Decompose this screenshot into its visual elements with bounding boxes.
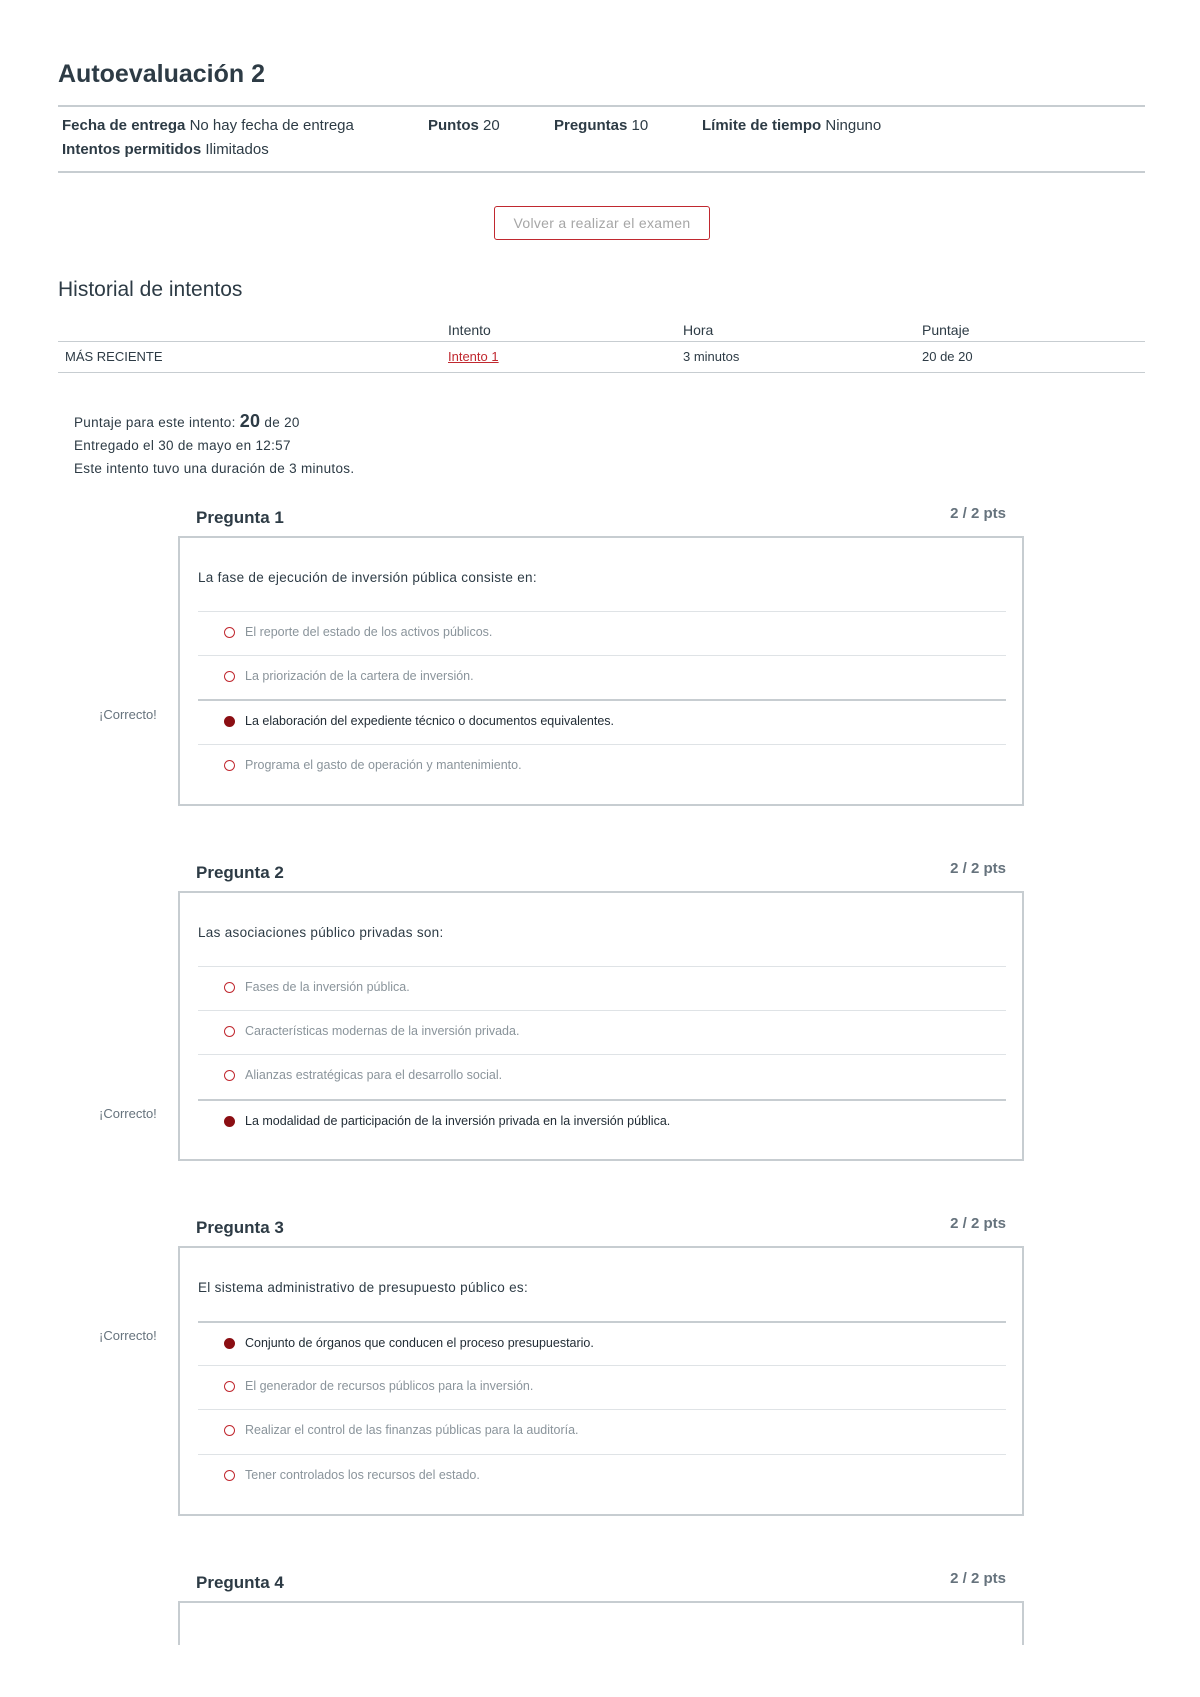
question-points: 2 / 2 pts [950,1215,1006,1232]
question-points: 2 / 2 pts [950,860,1006,877]
retake-quiz-button[interactable]: Volver a realizar el examen [494,206,710,240]
row-label: MÁS RECIENTE [65,349,163,364]
radio-icon [224,982,235,993]
answer-option[interactable]: La priorización de la cartera de inversión. [198,655,1006,700]
radio-icon [224,760,235,771]
submitted-line: Entregado el 30 de mayo en 12:57 [74,438,291,453]
question-box [178,1246,1024,1516]
column-header-score: Puntaje [922,322,970,338]
radio-selected-icon [224,1116,235,1127]
time-limit: Límite de tiempo Ninguno [702,117,882,134]
radio-icon [224,1070,235,1081]
answer-option[interactable]: El generador de recursos públicos para la inversión. [198,1365,1006,1410]
answer-option[interactable]: El reporte del estado de los activos públicos. [198,611,1006,656]
question-title: Pregunta 1 [196,508,284,527]
history-title: Historial de intentos [58,278,243,301]
attempt-link[interactable]: Intento 1 [448,349,499,364]
attempt-time: 3 minutos [683,349,740,364]
question-box [178,536,1024,806]
radio-icon [224,1381,235,1392]
radio-icon [224,1470,235,1481]
correct-flag: ¡Correcto! [99,1328,157,1343]
attempt-score: 20 de 20 [922,349,973,364]
correct-flag: ¡Correcto! [99,1106,157,1121]
answer-option-selected[interactable]: La elaboración del expediente técnico o documentos equivalentes. [198,699,1006,745]
question-box [178,1601,1024,1645]
divider [58,105,1145,107]
duration-line: Este intento tuvo una duración de 3 minutos. [74,461,355,476]
radio-icon [224,1425,235,1436]
question-text: La fase de ejecución de inversión pública consiste en: [198,570,537,585]
answer-option[interactable]: Tener controlados los recursos del estado. [198,1454,1006,1499]
answer-option[interactable]: Programa el gasto de operación y mantenimiento. [198,744,1006,789]
answer-option-selected[interactable]: Conjunto de órganos que conducen el proceso presupuestario. [198,1321,1006,1367]
quiz-meta-row-2 [62,141,662,161]
history-table-header [58,319,1145,342]
radio-icon [224,671,235,682]
question-points: 2 / 2 pts [950,505,1006,522]
question-box [178,891,1024,1161]
table-row [58,342,1145,373]
column-header-attempt: Intento [448,322,491,338]
answer-option[interactable]: Alianzas estratégicas para el desarrollo social. [198,1054,1006,1099]
question-title: Pregunta 3 [196,1218,284,1237]
questions-count: Preguntas 10 [554,117,649,134]
question-text: El sistema administrativo de presupuesto público es: [198,1280,529,1295]
radio-selected-icon [224,716,235,727]
score-value: 20 [239,411,261,431]
points: Puntos 20 [428,117,500,134]
attempt-summary [74,410,354,480]
answer-option[interactable]: Fases de la inversión pública. [198,966,1006,1011]
answer-option-selected[interactable]: La modalidad de participación de la inversión privada en la inversión pública. [198,1099,1006,1145]
page-title: Autoevaluación 2 [58,60,265,88]
question-title: Pregunta 2 [196,863,284,882]
radio-icon [224,1026,235,1037]
due-date: Fecha de entrega No hay fecha de entrega [62,117,354,134]
score-line: Puntaje para este intento: 20 de 20 [74,411,300,431]
radio-icon [224,627,235,638]
question-points: 2 / 2 pts [950,1570,1006,1587]
divider [58,171,1145,173]
question-title: Pregunta 4 [196,1573,284,1592]
question-text: Las asociaciones público privadas son: [198,925,444,940]
attempts-allowed: Intentos permitidos Ilimitados [62,141,269,158]
radio-selected-icon [224,1338,235,1349]
quiz-meta-row-1 [62,117,1142,137]
correct-flag: ¡Correcto! [99,707,157,722]
answer-option[interactable]: Realizar el control de las finanzas públicas para la auditoría. [198,1409,1006,1454]
column-header-time: Hora [683,322,714,338]
answer-option[interactable]: Características modernas de la inversión privada. [198,1010,1006,1055]
